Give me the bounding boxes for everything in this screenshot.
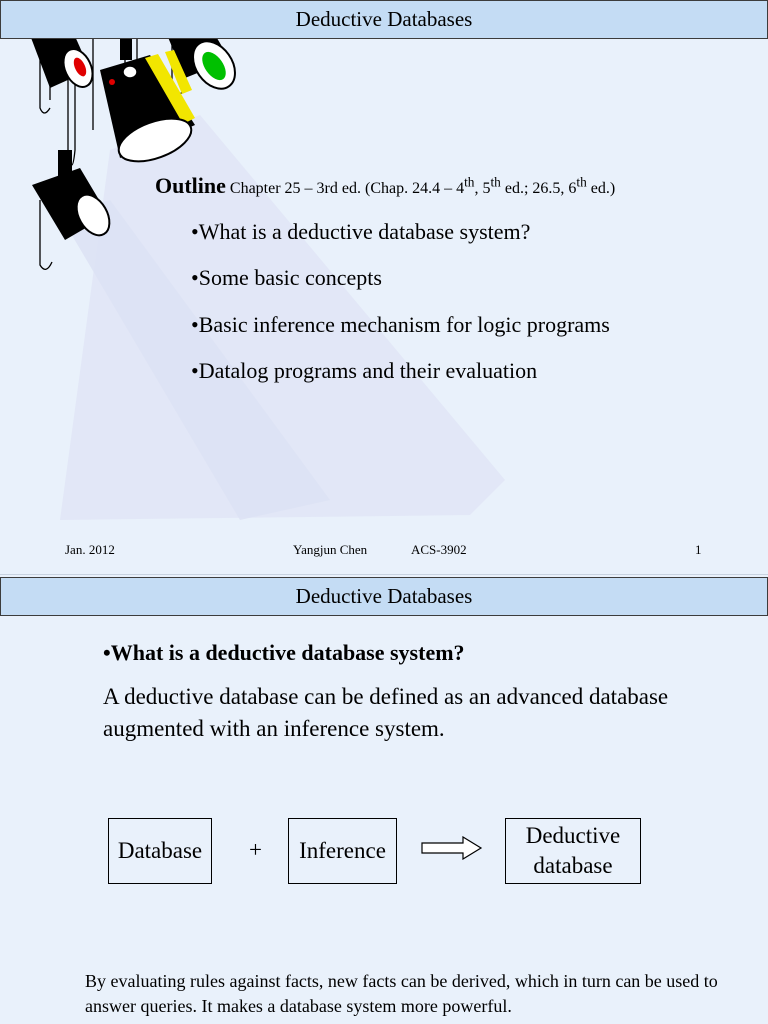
list-item: •Some basic concepts — [191, 265, 382, 291]
explanation-paragraph: By evaluating rules against facts, new facts can be derived, which in turn can be used to answer queries. It makes a database system more powerful. — [85, 971, 718, 1016]
definition-text: A deductive database can be defined as an advanced database augmented with an inference system. — [103, 684, 669, 741]
plus-sign: + — [249, 837, 262, 862]
right-arrow-icon — [421, 836, 483, 860]
database-box — [108, 818, 212, 884]
outline-label: Outline — [155, 173, 226, 198]
deductive-database-box — [505, 818, 641, 884]
slide-2 — [0, 575, 768, 1024]
outline-list — [191, 217, 610, 402]
question-heading: •What is a deductive database system? — [103, 640, 465, 665]
footer-author: Yangjun Chen — [293, 542, 368, 557]
list-item: •Basic inference mechanism for logic programs — [191, 311, 610, 337]
footer-page-number: 1 — [695, 542, 702, 557]
inference-label: Inference — [299, 838, 386, 863]
footer-course: ACS-3902 — [411, 542, 467, 557]
slide-title: Deductive Databases — [0, 577, 768, 616]
chapter-reference: Chapter 25 – 3rd ed. (Chap. 24.4 – 4th, 5th ed.; 26.5, 6th ed.) — [229, 174, 616, 197]
slide-title: Deductive Databases — [0, 0, 768, 39]
footer-date: Jan. 2012 — [65, 542, 115, 557]
result-label-line2: database — [533, 853, 613, 878]
result-label-line1: Deductive — [525, 823, 621, 848]
database-label: Database — [117, 838, 203, 863]
list-item: •What is a deductive database system? — [191, 219, 531, 244]
outline-heading — [155, 173, 615, 199]
list-item: •Datalog programs and their evaluation — [191, 357, 538, 383]
inference-box — [288, 818, 397, 884]
